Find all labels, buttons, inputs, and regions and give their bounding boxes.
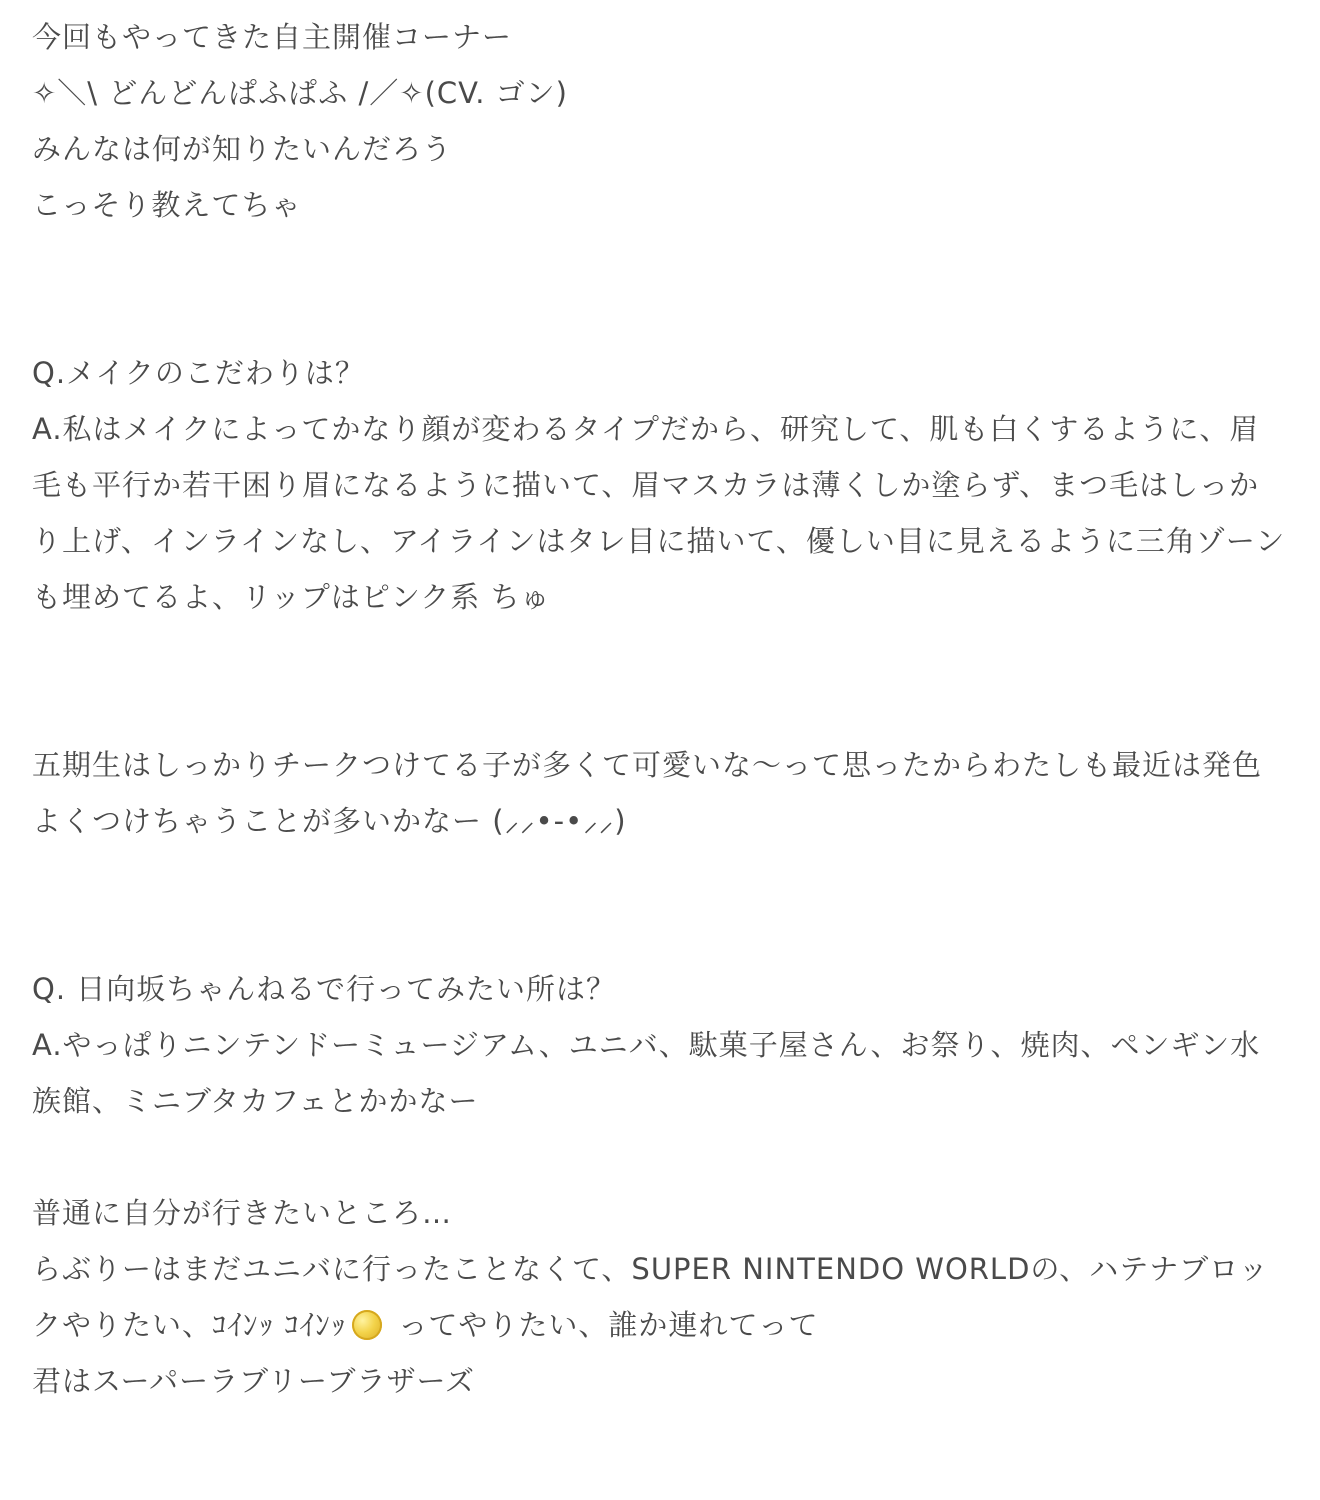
- coin-icon: [352, 1310, 382, 1340]
- closing-text-part-2: ってやりたい、誰か連れてって: [388, 1308, 819, 1342]
- spacer: [32, 1129, 1288, 1185]
- intro-line-4: こっそり教えてちゃ: [32, 188, 302, 222]
- spacer: [32, 625, 1288, 737]
- blog-article-body: [32, 9, 1288, 1409]
- closing-line-last: 君はスーパーラブリーブラザーズ: [32, 1364, 476, 1398]
- answer-makeup: A.私はメイクによってかなり顔が変わるタイプだから、研究して、肌も白くするように、眉毛も平行か若干困り眉になるように描いて、眉マスカラは薄くしか塗らず、まつ毛はしっかり上げ、インラインなし、アイラインはタレ目に描いて、優しい目に見えるように三角ゾーンも埋めてるよ、リップはピンク系 ちゅ: [32, 412, 1286, 614]
- question-makeup: Q.メイクのこだわりは？: [32, 356, 365, 390]
- closing-paragraph: [32, 1241, 1288, 1353]
- cheek-note: 五期生はしっかりチークつけてる子が多くて可愛いな〜って思ったからわたしも最近は発色よくつけちゃうことが多いかなー (⸝⸝•-•⸝⸝): [32, 748, 1263, 838]
- intro-line-2: ✧＼\ どんどんぱふぱふ /／✧(CV. ゴン): [32, 76, 568, 110]
- closing-text-part-1: らぶりーはまだユニバに行ったことなくて、SUPER NINTENDO WORLDの、ハテナブロックやりたい、ｺｲﾝｯ ｺｲﾝｯ: [32, 1252, 1269, 1342]
- question-hinatazaka-channel: Q. 日向坂ちゃんねるで行ってみたい所は？: [32, 972, 616, 1006]
- spacer: [32, 233, 1288, 345]
- intro-line-1: 今回もやってきた自主開催コーナー: [32, 20, 513, 54]
- intro-line-3: みんなは何が知りたいんだろう: [32, 132, 453, 166]
- closing-line-1: 普通に自分が行きたいところ…: [32, 1196, 453, 1230]
- spacer: [32, 849, 1288, 961]
- answer-hinatazaka-channel: A.やっぱりニンテンドーミュージアム、ユニバ、駄菓子屋さん、お祭り、焼肉、ペンギン水族館、ミニブタカフェとかかなー: [32, 1028, 1261, 1118]
